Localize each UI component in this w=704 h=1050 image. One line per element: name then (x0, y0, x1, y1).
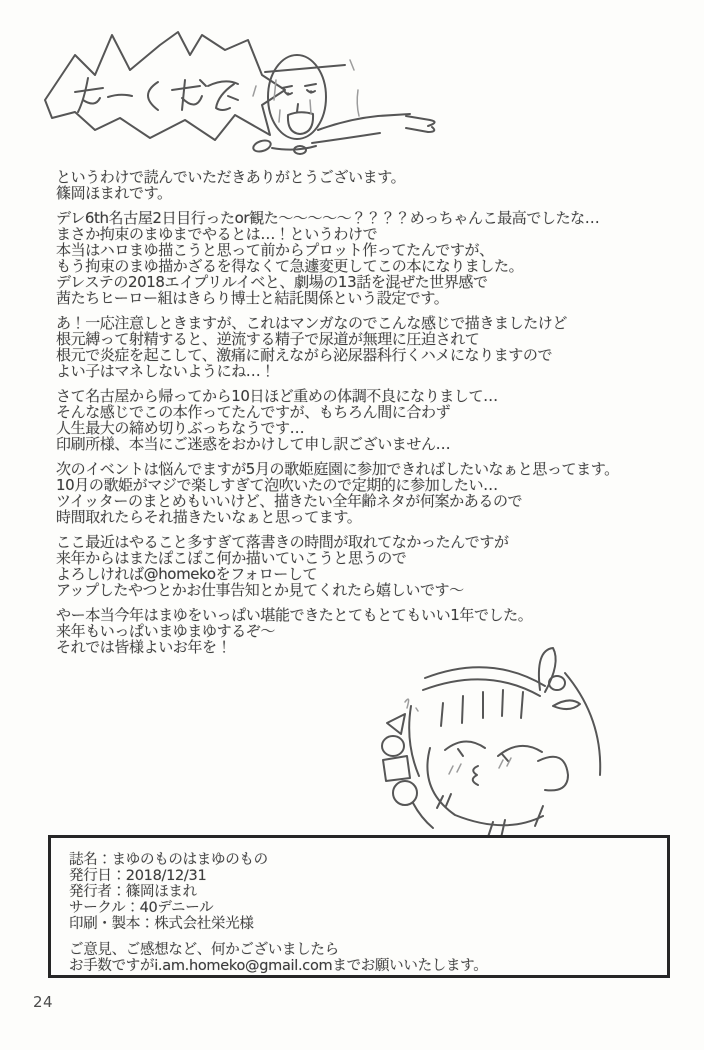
text-line: 根元縛って射精すると、逆流する精子で尿道が無理に圧迫されて (56, 330, 480, 348)
paragraph (56, 169, 656, 201)
paragraph (69, 852, 667, 932)
text-line: ここ最近はやること多すぎて落書きの時間が取れてなかったんですが (56, 533, 509, 551)
text-line: ご意見、ご感想など、何かございましたら (69, 942, 339, 958)
text-line: 印刷・製本：株式会社栄光様 (69, 916, 254, 932)
text-line: 茜たちヒーロー組はきらり博士と結託関係という設定です。 (56, 289, 449, 307)
paragraph (56, 388, 656, 452)
text-line: 10月の歌姫がマジで楽しすぎて泡吹いたので定期的に参加したい… (56, 476, 498, 494)
paragraph (56, 534, 656, 598)
text-line: サークル：40デニール (69, 900, 214, 916)
text-line: やー本当今年はまゆをいっぱい堪能できたとてもとてもいい1年でした。 (56, 606, 533, 624)
text-line: アップしたやつとかお仕事告知とか見てくれたら嬉しいです～ (56, 581, 464, 599)
chibi-girl-motion-marks (437, 794, 543, 840)
text-line: 来年もいっぱいまゆまゆするぞ～ (56, 622, 276, 640)
chibi-girl-ribbon (539, 648, 600, 775)
text-line: ツイッターのまとめもいいけど、描きたい全年齢ネタが何案かあるので (56, 492, 523, 510)
paragraph (56, 461, 656, 525)
paragraph (69, 942, 667, 974)
text-line: 次のイベントは悩んでますが5月の歌姫庭園に参加できればしたいなぁと思ってます。 (56, 460, 619, 478)
text-line: 来年からはまたぽこぽこ何か描いていこうと思うので (56, 549, 407, 567)
text-line: 印刷所様、本当にご迷惑をおかけして申し訳ございません… (56, 435, 451, 453)
text-line: よろしければ@homekoをフォローして (56, 565, 318, 583)
paragraph (56, 315, 656, 379)
text-line: 根元で炎症を起こして、激痛に耐えながら泌尿器科行くハメになりますので (56, 346, 553, 364)
text-line: それでは皆様よいお年を！ (56, 638, 232, 656)
lying-figure (252, 55, 435, 154)
text-line: 篠岡ほまれです。 (56, 184, 172, 202)
text-line: 発行者：篠岡ほまれ (69, 884, 197, 900)
page-number: 24 (33, 993, 54, 1011)
text-line: よい子はマネしないようにね…！ (56, 362, 276, 380)
text-line: さて名古屋から帰ってから10日ほど重めの体調不良になりまして… (56, 387, 498, 405)
text-line: デレ6th名古屋2日目行ったor観た～～～～～？？？？めっちゃんこ最高でしたな… (56, 209, 600, 227)
text-line: もう拘束のまゆ描かざるを得なくて急遽変更してこの本になりました。 (56, 257, 524, 275)
sketch-doodle-top (28, 16, 440, 176)
paragraph (56, 210, 656, 306)
text-line: というわけで読んでいただきありがとうございます。 (56, 168, 406, 186)
colophon-text (51, 838, 667, 974)
sketch-chibi-girl (375, 628, 655, 860)
text-line: そんな感じでこの本作ってたんですが、もちろん間に合わず (56, 403, 451, 421)
text-line: 時間取れたらそれ描きたいなぁと思ってます。 (56, 508, 362, 526)
colophon-box (48, 835, 670, 978)
afterword-text (56, 169, 656, 664)
text-line: デレステの2018エイプリルイベと、劇場の13話を混ぜた世界感で (56, 273, 488, 291)
text-line: 人生最大の締め切りぶっちなうです… (56, 419, 305, 437)
text-line: あ！一応注意しときますが、これはマンガなのでこんな感じで描きましたけど (56, 314, 568, 332)
handwritten-atogaki (75, 78, 238, 112)
text-line: 誌名：まゆのものはまゆのもの (69, 852, 268, 868)
chibi-girl-arm-and-stick (382, 699, 433, 828)
text-line: 本当はハロまゆ描こうと思って前からプロット作ってたんですが、 (56, 241, 494, 259)
text-line: 発行日：2018/12/31 (69, 868, 207, 884)
text-line: まさか拘束のまゆまでやるとは…！というわけで (56, 225, 378, 243)
text-line: お手数ですがi.am.homeko@gmail.comまでお願いいたします。 (69, 958, 488, 974)
speech-bubble-burst-icon (45, 32, 285, 140)
